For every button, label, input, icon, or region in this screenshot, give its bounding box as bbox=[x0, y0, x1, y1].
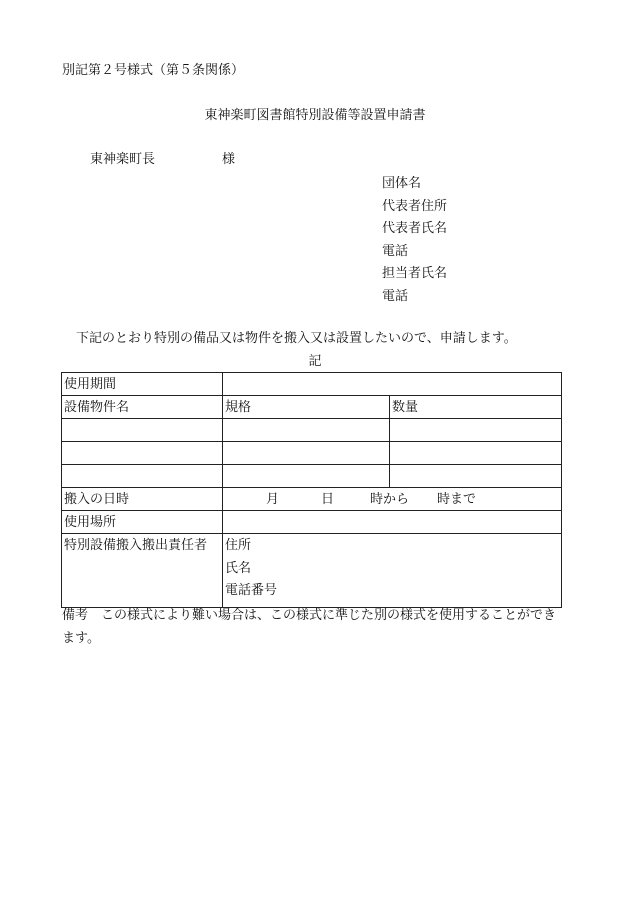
equipment-name-cell bbox=[62, 419, 223, 442]
column-specification: 規格 bbox=[223, 396, 390, 419]
responsible-person-label: 特別設備搬入搬出責任者 bbox=[62, 534, 223, 608]
field-contact-phone: 電話 bbox=[382, 288, 409, 304]
quantity-cell bbox=[390, 419, 562, 442]
responsible-person-details bbox=[223, 534, 562, 608]
month-unit: 月 bbox=[266, 492, 280, 507]
ki-mark: 記 bbox=[308, 354, 322, 369]
applicant-fields bbox=[382, 177, 447, 313]
table-row bbox=[62, 373, 562, 396]
remarks-label: 備考 bbox=[62, 608, 89, 623]
responsible-name: 氏名 bbox=[225, 560, 252, 576]
carry-in-datetime-value bbox=[223, 488, 562, 511]
hour-from-unit: 時から bbox=[370, 492, 410, 507]
specification-cell bbox=[223, 465, 390, 488]
field-contact-person-name: 担当者氏名 bbox=[382, 266, 448, 282]
table-row bbox=[62, 534, 562, 608]
responsible-address: 住所 bbox=[225, 538, 252, 553]
field-organization-name: 団体名 bbox=[382, 176, 422, 191]
usage-period-label: 使用期間 bbox=[62, 373, 223, 396]
table-row bbox=[62, 396, 562, 419]
specification-cell bbox=[223, 419, 390, 442]
request-statement: 下記のとおり特別の備品又は物件を搬入又は設置したいので、申請します。 bbox=[76, 331, 517, 346]
form-reference: 別記第２号様式（第５条関係） bbox=[62, 63, 245, 78]
detail-table bbox=[61, 372, 562, 608]
table-row bbox=[62, 511, 562, 534]
quantity-cell bbox=[390, 465, 562, 488]
table-row bbox=[62, 419, 562, 442]
usage-location-value bbox=[223, 511, 562, 534]
remarks-text: この様式により難い場合は、この様式に準じた別の様式を使用することができます。 bbox=[62, 608, 557, 646]
field-representative-name: 代表者氏名 bbox=[382, 221, 448, 237]
hour-until-unit: 時まで bbox=[437, 492, 477, 507]
table-row bbox=[62, 442, 562, 465]
quantity-cell bbox=[390, 442, 562, 465]
column-equipment-name: 設備物件名 bbox=[62, 396, 223, 419]
remarks bbox=[62, 604, 567, 650]
recipient: 東神楽町長 bbox=[90, 152, 156, 167]
specification-cell bbox=[223, 442, 390, 465]
field-phone: 電話 bbox=[382, 243, 409, 259]
responsible-phone: 電話番号 bbox=[225, 583, 278, 598]
field-representative-address: 代表者住所 bbox=[382, 198, 448, 214]
day-unit: 日 bbox=[321, 492, 335, 507]
carry-in-datetime-label: 搬入の日時 bbox=[62, 488, 223, 511]
table-row bbox=[62, 465, 562, 488]
usage-period-value bbox=[223, 373, 562, 396]
honorific: 様 bbox=[222, 152, 236, 167]
equipment-name-cell bbox=[62, 465, 223, 488]
usage-location-label: 使用場所 bbox=[62, 511, 223, 534]
document-title: 東神楽町図書館特別設備等設置申請書 bbox=[204, 108, 426, 123]
column-quantity: 数量 bbox=[390, 396, 562, 419]
table-row bbox=[62, 488, 562, 511]
equipment-name-cell bbox=[62, 442, 223, 465]
